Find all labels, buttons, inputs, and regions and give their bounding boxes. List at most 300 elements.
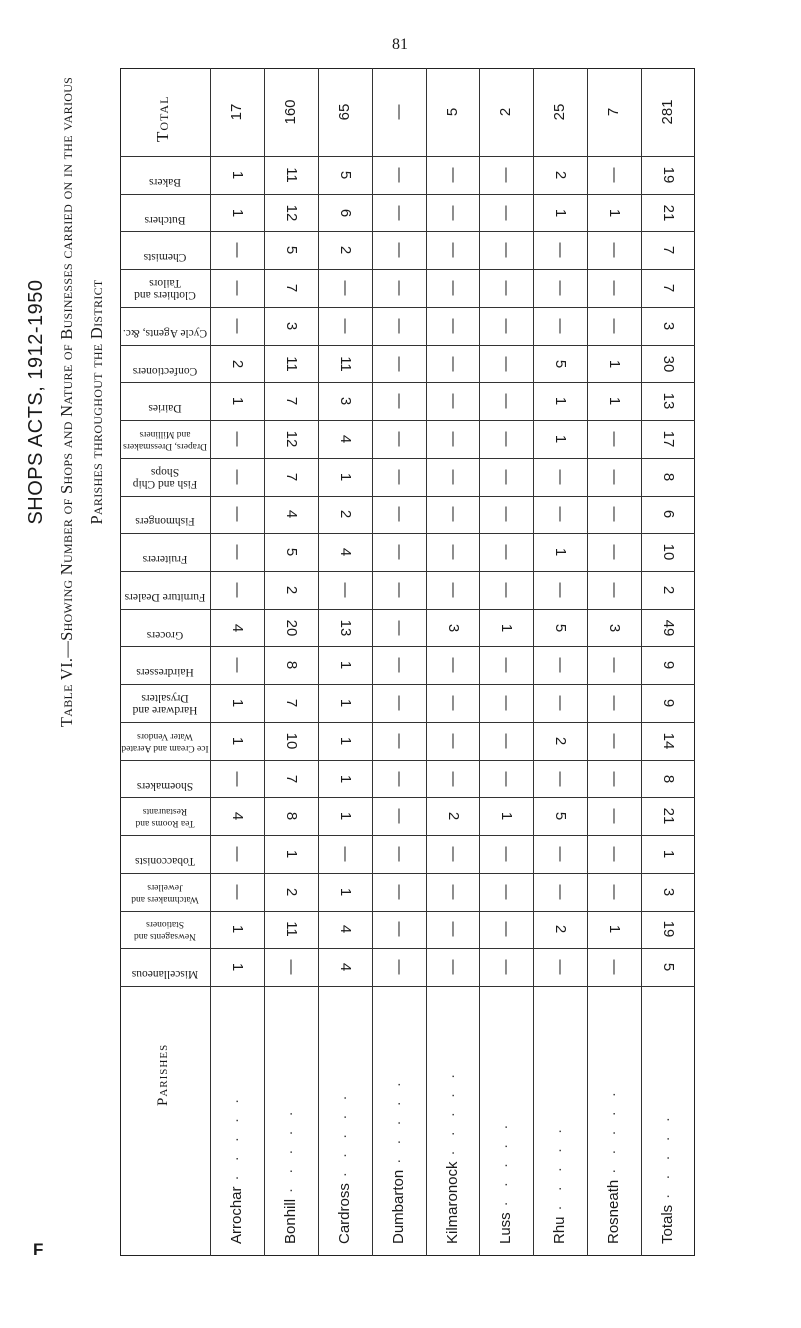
table-cell: 5 xyxy=(282,547,300,557)
column-heading xyxy=(120,539,210,565)
parish-name xyxy=(390,1077,408,1244)
table-cell: — xyxy=(606,544,624,560)
column-heading xyxy=(120,388,210,414)
column-heading-label: Tobacconists xyxy=(135,854,195,867)
table-cell: — xyxy=(228,544,246,560)
total-value: 160 xyxy=(281,99,299,125)
table-cell: 7 xyxy=(282,472,300,481)
table-cell: 1 xyxy=(336,472,354,481)
column-divider xyxy=(533,68,534,1256)
heading-subtitle-cont: Parishes throughout the District xyxy=(87,279,106,525)
total-value: 2 xyxy=(497,107,515,117)
table-cell: 1 xyxy=(336,661,354,670)
column-heading-label: Ice Cream and Aerated Water Vendors xyxy=(121,730,209,753)
band-divider xyxy=(120,194,695,195)
table-cell: — xyxy=(498,469,516,485)
table-cell: — xyxy=(228,884,246,900)
table-cell: 17 xyxy=(660,430,678,448)
table-cell: — xyxy=(444,582,462,598)
table-cell: — xyxy=(552,695,570,711)
table-cell: — xyxy=(498,280,516,296)
parish-name xyxy=(444,1069,462,1244)
table-cell: — xyxy=(444,469,462,485)
table-cell: — xyxy=(228,582,246,598)
table-cell: 8 xyxy=(282,661,300,670)
table-cell: 10 xyxy=(282,732,300,750)
parish-name xyxy=(228,1094,246,1244)
table-cell: 11 xyxy=(336,355,354,372)
column-heading-label: Drapers, Dressmakers and Milliners xyxy=(123,428,207,451)
table-cell: 5 xyxy=(660,962,678,972)
table-cell: — xyxy=(390,921,408,937)
table-cell: 13 xyxy=(660,392,678,410)
table-cell: 21 xyxy=(660,204,678,221)
table-cell: 14 xyxy=(660,732,678,750)
table-cell: — xyxy=(498,242,516,258)
table-cell: 3 xyxy=(336,397,354,406)
table-cell: 21 xyxy=(660,807,678,825)
column-heading-label: Clothiers and Tailors xyxy=(134,277,196,302)
heading-title: SHOPS ACTS, 1912-1950 xyxy=(25,279,47,525)
total-value: 7 xyxy=(605,107,623,117)
column-heading xyxy=(120,879,210,905)
table-cell: — xyxy=(444,205,462,221)
table-cell: — xyxy=(606,431,624,447)
band-divider xyxy=(120,986,695,987)
table-cell: — xyxy=(390,205,408,221)
column-heading xyxy=(120,652,210,678)
leader-dots: · · · · · xyxy=(335,1090,353,1178)
table-cell: 2 xyxy=(660,585,678,595)
leader-dots: · · · · · xyxy=(227,1093,245,1181)
table-cell: 7 xyxy=(282,397,300,406)
table-cell: — xyxy=(498,167,516,183)
band-divider xyxy=(120,835,695,836)
column-heading xyxy=(120,351,210,377)
column-heading xyxy=(120,615,210,641)
table-cell: 1 xyxy=(228,736,246,745)
table-cell: 20 xyxy=(282,619,300,636)
table-cell: 12 xyxy=(282,204,300,221)
table-cell: — xyxy=(444,657,462,673)
table-cell: 11 xyxy=(282,167,300,183)
band-divider xyxy=(120,722,695,723)
table-cell: 1 xyxy=(228,925,246,934)
table-cell: 5 xyxy=(552,359,570,368)
total-header: Total xyxy=(153,95,172,142)
table-cell: 7 xyxy=(282,283,300,293)
table-cell: — xyxy=(444,771,462,786)
table-cell: — xyxy=(228,280,246,296)
table-cell: — xyxy=(444,959,462,975)
table-cell: 30 xyxy=(660,355,678,372)
table-cell: 1 xyxy=(228,170,246,180)
column-heading xyxy=(120,690,210,716)
total-value: 17 xyxy=(227,103,245,121)
table-cell: — xyxy=(606,808,624,824)
table-cell: 19 xyxy=(660,166,678,184)
column-heading-label: Newsagents and Stationers xyxy=(134,919,196,942)
parish-name-label: Cardross xyxy=(335,1183,353,1244)
table-cell: — xyxy=(390,695,408,711)
column-heading xyxy=(120,803,210,829)
parish-name xyxy=(282,1106,300,1244)
table-cell: 1 xyxy=(552,547,570,557)
table-cell: 8 xyxy=(660,472,678,481)
table-cell: — xyxy=(606,846,624,862)
table-cell: — xyxy=(390,393,408,409)
table-cell: — xyxy=(606,167,624,183)
parish-name xyxy=(551,1124,569,1244)
table-cell: — xyxy=(444,318,462,334)
table-cell: — xyxy=(606,280,624,296)
table-cell: — xyxy=(606,657,624,673)
column-divider xyxy=(641,68,642,1256)
table-cell: 1 xyxy=(552,208,570,217)
column-heading-label: Fish and Chip Shops xyxy=(132,465,198,490)
table-cell: 1 xyxy=(660,849,678,859)
shops-table xyxy=(120,68,695,1256)
table-cell: 4 xyxy=(336,434,354,444)
table-cell: — xyxy=(444,733,462,749)
table-cell: — xyxy=(228,431,246,447)
table-cell: — xyxy=(390,242,408,258)
table-cell: 7 xyxy=(660,246,678,255)
leader-dots: · · · · · xyxy=(389,1077,407,1164)
table-cell: 5 xyxy=(336,170,354,180)
table-cell: — xyxy=(390,808,408,824)
column-heading xyxy=(120,162,210,188)
table-cell: 1 xyxy=(552,434,570,444)
table-cell: — xyxy=(390,657,408,673)
parish-name-label: Totals xyxy=(659,1204,677,1244)
table-cell: — xyxy=(390,733,408,749)
column-heading-label: Bakers xyxy=(149,175,181,188)
column-heading-label: Grocers xyxy=(146,628,184,641)
table-cell: — xyxy=(228,846,246,862)
table-cell: 9 xyxy=(660,698,678,708)
table-cell: — xyxy=(606,506,624,522)
table-cell: 5 xyxy=(552,812,570,821)
leader-dots: · · · · · xyxy=(443,1068,461,1156)
table-cell: 1 xyxy=(336,736,354,745)
parish-name-label: Arrochar xyxy=(227,1186,245,1244)
table-cell: 3 xyxy=(660,887,678,896)
column-heading xyxy=(120,916,210,942)
table-cell: — xyxy=(552,959,570,975)
table-cell: — xyxy=(228,657,246,673)
column-heading xyxy=(120,275,210,301)
table-cell: — xyxy=(498,318,516,334)
table-cell: 4 xyxy=(336,547,354,557)
table-cell: — xyxy=(336,318,354,334)
column-heading xyxy=(120,577,210,603)
column-heading-label: Hairdressers xyxy=(136,666,194,679)
table-cell: — xyxy=(606,242,624,258)
column-heading-label: Butchers xyxy=(144,213,186,226)
table-cell: — xyxy=(390,506,408,522)
column-heading xyxy=(120,464,210,490)
band-divider xyxy=(120,420,695,421)
table-cell: — xyxy=(552,506,570,522)
parish-name xyxy=(497,1120,515,1244)
table-cell: 3 xyxy=(606,623,624,632)
page-number: 81 xyxy=(392,36,408,53)
band-divider xyxy=(120,458,695,459)
table-cell: — xyxy=(498,205,516,221)
table-cell: — xyxy=(444,393,462,409)
column-heading-label: Watchmakers and Jewellers xyxy=(131,881,199,904)
band-divider xyxy=(120,307,695,308)
table-cell: — xyxy=(498,393,516,409)
column-heading-label: Furniture Dealers xyxy=(124,590,206,603)
band-divider xyxy=(120,873,695,874)
table-cell: — xyxy=(606,884,624,900)
column-heading xyxy=(120,954,210,980)
table-cell: 2 xyxy=(336,510,354,519)
table-cell: 3 xyxy=(282,321,300,330)
footer-mark: F xyxy=(33,1240,44,1259)
table-cell: — xyxy=(498,771,516,786)
table-cell: — xyxy=(336,846,354,862)
parish-name-label: Kilmaronock xyxy=(443,1161,461,1244)
table-cell: — xyxy=(444,846,462,862)
table-cell: 5 xyxy=(282,246,300,255)
table-cell: — xyxy=(606,733,624,749)
table-cell: — xyxy=(444,544,462,560)
column-heading xyxy=(120,501,210,527)
parish-name-label: Luss xyxy=(497,1212,515,1244)
column-heading-label: Chemists xyxy=(143,251,187,264)
table-cell: — xyxy=(498,431,516,447)
table-cell: — xyxy=(606,695,624,711)
column-heading-label: Tea Rooms and Restaurants xyxy=(135,806,195,829)
table-cell: 1 xyxy=(498,623,516,632)
table-cell: 1 xyxy=(606,925,624,934)
band-divider xyxy=(120,533,695,534)
table-cell: 3 xyxy=(660,321,678,330)
band-divider xyxy=(120,231,695,232)
table-cell: 1 xyxy=(336,698,354,708)
table-cell: 2 xyxy=(552,170,570,180)
table-cell: 11 xyxy=(282,355,300,372)
table-cell: 2 xyxy=(444,812,462,821)
table-cell: — xyxy=(606,469,624,485)
leader-dots: · · · · · xyxy=(281,1106,299,1193)
table-cell: 11 xyxy=(282,921,300,938)
column-heading xyxy=(120,200,210,226)
column-heading-label: Cycle Agents, &c. xyxy=(122,326,208,339)
parish-name xyxy=(659,1112,677,1244)
table-cell: — xyxy=(390,431,408,447)
column-divider xyxy=(587,68,588,1256)
table-cell: — xyxy=(444,280,462,296)
table-cell: — xyxy=(606,582,624,598)
table-cell: — xyxy=(498,959,516,975)
table-cell: — xyxy=(336,582,354,598)
column-heading xyxy=(120,237,210,263)
leader-dots: · · · · · xyxy=(605,1087,623,1174)
table-cell: — xyxy=(498,657,516,673)
band-divider xyxy=(120,609,695,610)
table-cell: 1 xyxy=(228,208,246,217)
table-cell: — xyxy=(606,771,624,786)
column-divider xyxy=(264,68,265,1256)
column-heading xyxy=(120,426,210,452)
band-divider xyxy=(120,684,695,685)
band-divider xyxy=(120,571,695,572)
total-value: 281 xyxy=(659,99,677,125)
table-cell: — xyxy=(390,469,408,485)
table-cell: 19 xyxy=(660,921,678,938)
table-cell: — xyxy=(336,280,354,296)
table-cell: — xyxy=(444,884,462,900)
parish-name-label: Rosneath xyxy=(605,1179,623,1244)
table-cell: 2 xyxy=(552,736,570,745)
table-cell: — xyxy=(444,356,462,371)
table-cell: — xyxy=(390,884,408,900)
table-cell: 49 xyxy=(660,619,678,636)
table-cell: 4 xyxy=(336,925,354,934)
column-heading xyxy=(120,841,210,867)
table-cell: 10 xyxy=(660,543,678,561)
table-cell: 8 xyxy=(282,812,300,821)
table-cell: 2 xyxy=(282,887,300,896)
table-cell: 4 xyxy=(336,962,354,972)
table-cell: 1 xyxy=(498,812,516,821)
table-cell: — xyxy=(228,506,246,522)
table-cell: — xyxy=(498,582,516,598)
table-heading xyxy=(20,12,130,792)
table-cell: 1 xyxy=(606,397,624,406)
table-cell: — xyxy=(228,318,246,334)
table-cell: 12 xyxy=(282,430,300,448)
table-cell: 1 xyxy=(336,812,354,821)
column-divider xyxy=(479,68,480,1256)
column-heading-label: Dairies xyxy=(148,402,182,415)
parish-name-label: Bonhill xyxy=(281,1198,299,1244)
table-cell: — xyxy=(552,657,570,673)
table-cell: 7 xyxy=(282,698,300,708)
table-cell: — xyxy=(390,167,408,183)
table-cell: — xyxy=(498,884,516,900)
column-heading xyxy=(120,766,210,792)
band-divider xyxy=(120,269,695,270)
table-cell: — xyxy=(498,506,516,522)
table-cell: — xyxy=(606,959,624,975)
total-value: 65 xyxy=(335,103,353,121)
table-cell: — xyxy=(552,318,570,334)
column-heading-label: Confectioners xyxy=(132,364,198,377)
table-cell: — xyxy=(444,167,462,183)
table-cell: 7 xyxy=(660,283,678,293)
total-value: — xyxy=(389,104,407,120)
table-cell: — xyxy=(444,431,462,447)
parishes-header: Parishes xyxy=(155,1043,171,1106)
band-divider xyxy=(120,345,695,346)
table-cell: — xyxy=(498,846,516,862)
band-divider xyxy=(120,382,695,383)
table-cell: 9 xyxy=(660,661,678,670)
table-cell: — xyxy=(552,846,570,862)
table-cell: 1 xyxy=(282,849,300,859)
column-heading-label: Shoemakers xyxy=(136,779,194,792)
band-divider xyxy=(120,496,695,497)
table-cell: — xyxy=(390,620,408,636)
table-cell: — xyxy=(552,242,570,258)
table-cell: — xyxy=(498,733,516,749)
table-cell: — xyxy=(228,469,246,485)
table-cell: 7 xyxy=(282,774,300,783)
leader-dots: · · · · · xyxy=(497,1119,515,1207)
table-cell: — xyxy=(552,582,570,598)
table-cell: — xyxy=(390,846,408,862)
column-divider xyxy=(318,68,319,1256)
parish-name-label: Rhu xyxy=(551,1216,569,1244)
table-cell: — xyxy=(390,959,408,975)
column-divider xyxy=(372,68,373,1256)
table-cell: 1 xyxy=(228,397,246,406)
table-cell: — xyxy=(390,771,408,786)
leader-dots: · · · · · xyxy=(659,1112,677,1199)
table-cell: 4 xyxy=(282,510,300,519)
column-heading xyxy=(120,728,210,754)
band-divider xyxy=(120,948,695,949)
band-divider xyxy=(120,646,695,647)
table-cell: 6 xyxy=(660,510,678,519)
table-cell: — xyxy=(444,506,462,522)
table-cell: 1 xyxy=(228,698,246,708)
table-cell: 2 xyxy=(282,585,300,595)
table-cell: 13 xyxy=(336,619,354,636)
table-cell: — xyxy=(552,771,570,786)
table-cell: — xyxy=(228,242,246,258)
column-divider xyxy=(210,68,211,1256)
table-cell: — xyxy=(444,695,462,711)
table-cell: — xyxy=(444,242,462,258)
table-cell: — xyxy=(228,771,246,786)
table-cell: 5 xyxy=(552,623,570,632)
parish-name xyxy=(336,1090,354,1244)
heading-subtitle: Table VI.—Showing Number of Shops and Nature of Businesses carried on in the various xyxy=(57,76,76,728)
band-divider xyxy=(120,797,695,798)
table-cell: — xyxy=(390,544,408,560)
band-divider xyxy=(120,156,695,157)
table-cell: — xyxy=(390,318,408,334)
leader-dots: · · · · · xyxy=(551,1123,569,1211)
table-cell: — xyxy=(390,582,408,598)
band-divider xyxy=(120,911,695,912)
table-cell: — xyxy=(552,884,570,900)
table-cell: 1 xyxy=(336,774,354,783)
table-cell: 1 xyxy=(606,359,624,368)
table-cell: 8 xyxy=(660,774,678,783)
column-heading-label: Miscellaneous xyxy=(131,968,199,981)
table-cell: 2 xyxy=(336,246,354,255)
parish-name xyxy=(605,1087,623,1244)
table-cell: 2 xyxy=(228,359,246,368)
table-cell: — xyxy=(498,356,516,371)
table-cell: — xyxy=(552,469,570,485)
table-cell: 4 xyxy=(228,812,246,821)
column-heading-label: Fishmongers xyxy=(135,515,195,528)
band-divider xyxy=(120,760,695,761)
column-heading-label: Hardware and Drysalters xyxy=(132,692,198,717)
table-cell: — xyxy=(444,921,462,937)
table-cell: — xyxy=(390,356,408,371)
table-cell: 1 xyxy=(228,962,246,972)
table-cell: — xyxy=(498,544,516,560)
